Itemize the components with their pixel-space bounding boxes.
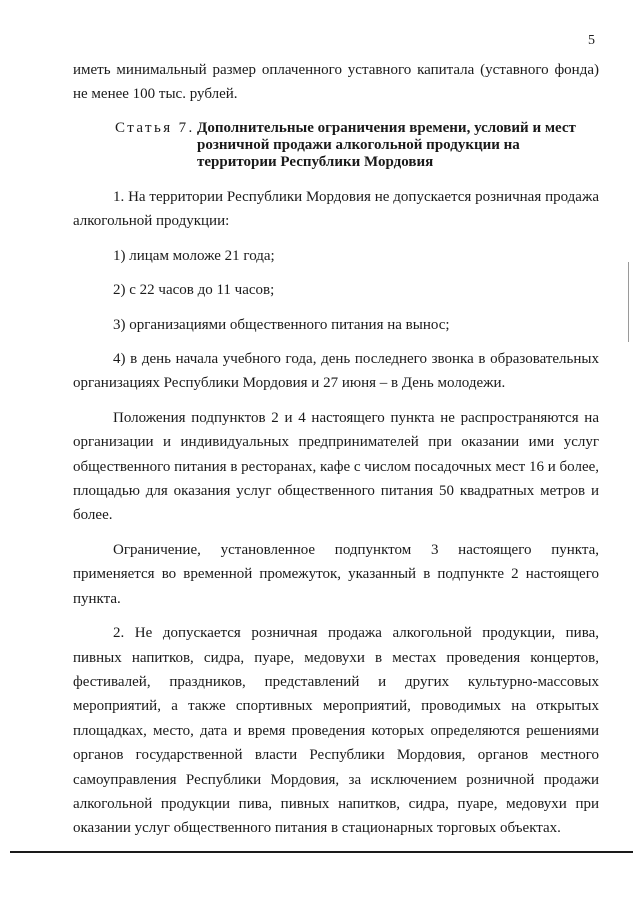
restriction-paragraph: Ограничение, установленное подпунктом 3 настоящего пункта, применяется во временной промежуток, указанный в подпункте 2 настоящего пункта. — [73, 541, 599, 607]
article-heading — [115, 120, 585, 171]
subclause-4: 4) в день начала учебного года, день последнего звонка в образовательных организациях Республики Мордовия и 27 июня – в День молодежи. — [73, 351, 599, 392]
subclause-2: 2) с 22 часов до 11 часов; — [113, 282, 275, 299]
article-number: Статья 7. — [115, 120, 195, 136]
subclause-1: 1) лицам моложе 21 года; — [113, 247, 275, 264]
page-bottom-rule — [10, 851, 633, 853]
exception-paragraph: Положения подпунктов 2 и 4 настоящего пункта не распространяются на организации и индивидуальных предпринимателей при оказании ими услуг общественного питания в ресторанах, кафе с числом посадочных мест 16 и более, площадью для оказания услуг общественного питания 50 квадратных метров и более. — [73, 409, 600, 524]
scan-margin-mark — [628, 262, 629, 342]
intro-paragraph: иметь минимальный размер оплаченного уставного капитала (уставного фонда) не менее 100 тыс. рублей. — [73, 62, 599, 103]
article-body — [73, 185, 599, 841]
intro-block — [73, 58, 599, 107]
subclause-3: 3) организациями общественного питания на вынос; — [113, 316, 450, 333]
article-title: Дополнительные ограничения времени, условий и мест розничной продажи алкогольной продукции на территории Республики Мордовия — [197, 120, 576, 170]
page-number: 5 — [588, 33, 595, 48]
clause-1: 1. На территории Республики Мордовия не допускается розничная продажа алкогольной продукции: — [73, 189, 599, 230]
clause-2: 2. Не допускается розничная продажа алкогольной продукции, пива, пивных напитков, сидра, пуаре, медовухи в местах проведения концертов, фестивалей, праздников, представлений и других культурно-массовых мероприятий, а также спортивных мероприятий, проводимых на открытых площадках, место, дата и время проведения которых определяются решениями органов государственной власти Республики Мордовия, органов местного самоуправления Республики Мордовия, за исключением розничной продажи алкогольной продукции пива, пивных напитков, сидра, пуаре, медовухи при оказании услуг общественного питания в стационарных торговых объектах. — [73, 625, 599, 837]
